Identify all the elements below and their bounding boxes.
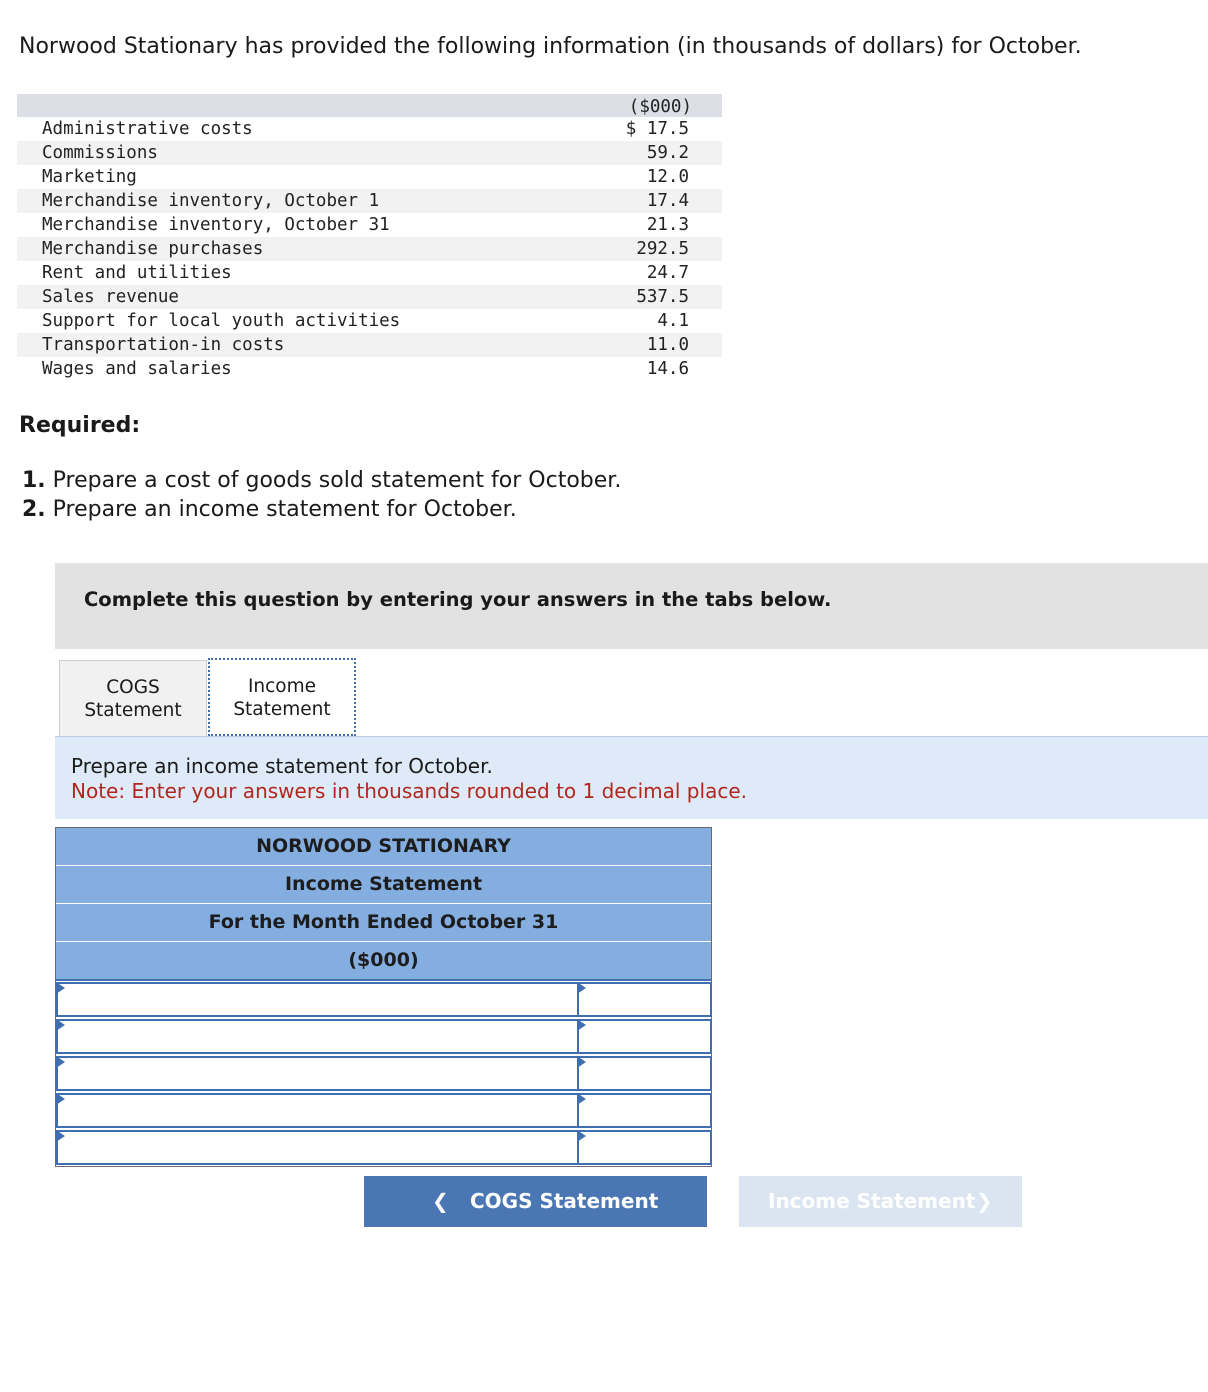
- row-label: Marketing: [42, 167, 137, 187]
- data-row: [17, 261, 722, 285]
- requirement-item: [22, 495, 621, 524]
- row-label: Wages and salaries: [42, 359, 232, 379]
- label-dropdown[interactable]: [56, 982, 579, 1017]
- label-input[interactable]: [58, 1058, 577, 1089]
- statement-entry-row: [56, 1055, 711, 1092]
- label-dropdown[interactable]: [56, 1130, 579, 1165]
- row-label: Support for local youth activities: [42, 311, 401, 331]
- data-row: [17, 165, 722, 189]
- amount-field[interactable]: [577, 1056, 712, 1091]
- amount-input[interactable]: [579, 1095, 710, 1126]
- row-label: Merchandise purchases: [42, 239, 264, 259]
- row-label: Rent and utilities: [42, 263, 232, 283]
- prev-tab-label: COGS Statement: [470, 1189, 659, 1213]
- row-value: 14.6: [646, 359, 689, 379]
- statement-entry-row: [56, 1092, 711, 1129]
- row-label: Administrative costs: [42, 119, 253, 139]
- row-label: Sales revenue: [42, 287, 179, 307]
- prev-tab-button[interactable]: [364, 1176, 707, 1227]
- label-input[interactable]: [58, 1132, 577, 1163]
- data-row: [17, 237, 722, 261]
- row-label: Transportation-in costs: [42, 335, 285, 355]
- instruction-text: Prepare an income statement for October.: [71, 754, 493, 778]
- dropdown-marker-icon: [577, 1019, 586, 1031]
- data-row: [17, 309, 722, 333]
- label-dropdown[interactable]: [56, 1056, 579, 1091]
- tab-label-line1: Income: [247, 676, 317, 697]
- requirement-item: [22, 466, 621, 495]
- statement-title: Income Statement: [56, 866, 711, 904]
- income-statement-form: [55, 827, 712, 1167]
- requirement-text: Prepare a cost of goods sold statement for October.: [52, 468, 622, 493]
- label-input[interactable]: [58, 984, 577, 1015]
- row-value: 21.3: [646, 215, 689, 235]
- label-dropdown[interactable]: [56, 1019, 579, 1054]
- amount-field[interactable]: [577, 1093, 712, 1128]
- dropdown-marker-icon: [577, 982, 586, 994]
- data-row: [17, 333, 722, 357]
- row-value: 24.7: [646, 263, 689, 283]
- tab-label-line2: Statement: [84, 700, 182, 721]
- data-table-header: [17, 94, 722, 117]
- row-value: 537.5: [636, 287, 689, 307]
- row-value: 12.0: [646, 167, 689, 187]
- requirement-text: Prepare an income statement for October.: [52, 497, 517, 522]
- amount-input[interactable]: [579, 1058, 710, 1089]
- statement-period: For the Month Ended October 31: [56, 904, 711, 942]
- label-dropdown[interactable]: [56, 1093, 579, 1128]
- instruction-banner: [55, 563, 1208, 649]
- data-table: [17, 94, 722, 381]
- dropdown-marker-icon: [56, 982, 65, 994]
- dropdown-marker-icon: [56, 1056, 65, 1068]
- dropdown-marker-icon: [577, 1130, 586, 1142]
- instruction-note: Note: Enter your answers in thousands rounded to 1 decimal place.: [71, 779, 747, 803]
- tab-income-statement[interactable]: [208, 658, 356, 736]
- data-row: [17, 189, 722, 213]
- chevron-left-icon: ❮: [432, 1189, 449, 1213]
- tab-cogs-statement[interactable]: [59, 660, 207, 736]
- unit-header: ($000): [628, 97, 692, 117]
- chevron-right-icon: ❯: [976, 1189, 993, 1213]
- dropdown-marker-icon: [56, 1130, 65, 1142]
- row-label: Commissions: [42, 143, 158, 163]
- amount-input[interactable]: [579, 1021, 710, 1052]
- amount-field[interactable]: [577, 982, 712, 1017]
- row-value: $ 17.5: [625, 119, 689, 139]
- requirement-number: 1.: [22, 468, 46, 493]
- amount-input[interactable]: [579, 984, 710, 1015]
- banner-text: Complete this question by entering your answers in the tabs below.: [84, 588, 832, 611]
- amount-field[interactable]: [577, 1019, 712, 1054]
- dropdown-marker-icon: [577, 1093, 586, 1105]
- data-row: [17, 357, 722, 381]
- dropdown-marker-icon: [56, 1093, 65, 1105]
- data-row: [17, 141, 722, 165]
- statement-unit: ($000): [56, 942, 711, 981]
- next-tab-label: Income Statement: [768, 1189, 976, 1213]
- statement-entry-row: [56, 981, 711, 1018]
- data-row: [17, 213, 722, 237]
- row-label: Merchandise inventory, October 1: [42, 191, 380, 211]
- requirements-list: [22, 466, 621, 524]
- row-value: 4.1: [657, 311, 689, 331]
- intro-text: Norwood Stationary has provided the following information (in thousands of dollars) for October.: [19, 34, 1082, 59]
- statement-company: NORWOOD STATIONARY: [56, 828, 711, 866]
- amount-input[interactable]: [579, 1132, 710, 1163]
- required-heading: Required:: [19, 413, 141, 438]
- row-value: 17.4: [646, 191, 689, 211]
- row-label: Merchandise inventory, October 31: [42, 215, 390, 235]
- row-value: 292.5: [636, 239, 689, 259]
- label-input[interactable]: [58, 1021, 577, 1052]
- statement-entry-row: [56, 1129, 711, 1166]
- tab-instructions: [55, 736, 1208, 819]
- next-tab-button[interactable]: [739, 1176, 1022, 1227]
- dropdown-marker-icon: [577, 1056, 586, 1068]
- row-value: 11.0: [646, 335, 689, 355]
- data-row: [17, 117, 722, 141]
- tab-label-line2: Statement: [233, 699, 331, 720]
- row-value: 59.2: [646, 143, 689, 163]
- tab-label-line1: COGS: [106, 677, 160, 698]
- data-row: [17, 285, 722, 309]
- dropdown-marker-icon: [56, 1019, 65, 1031]
- amount-field[interactable]: [577, 1130, 712, 1165]
- statement-entry-row: [56, 1018, 711, 1055]
- requirement-number: 2.: [22, 497, 46, 522]
- label-input[interactable]: [58, 1095, 577, 1126]
